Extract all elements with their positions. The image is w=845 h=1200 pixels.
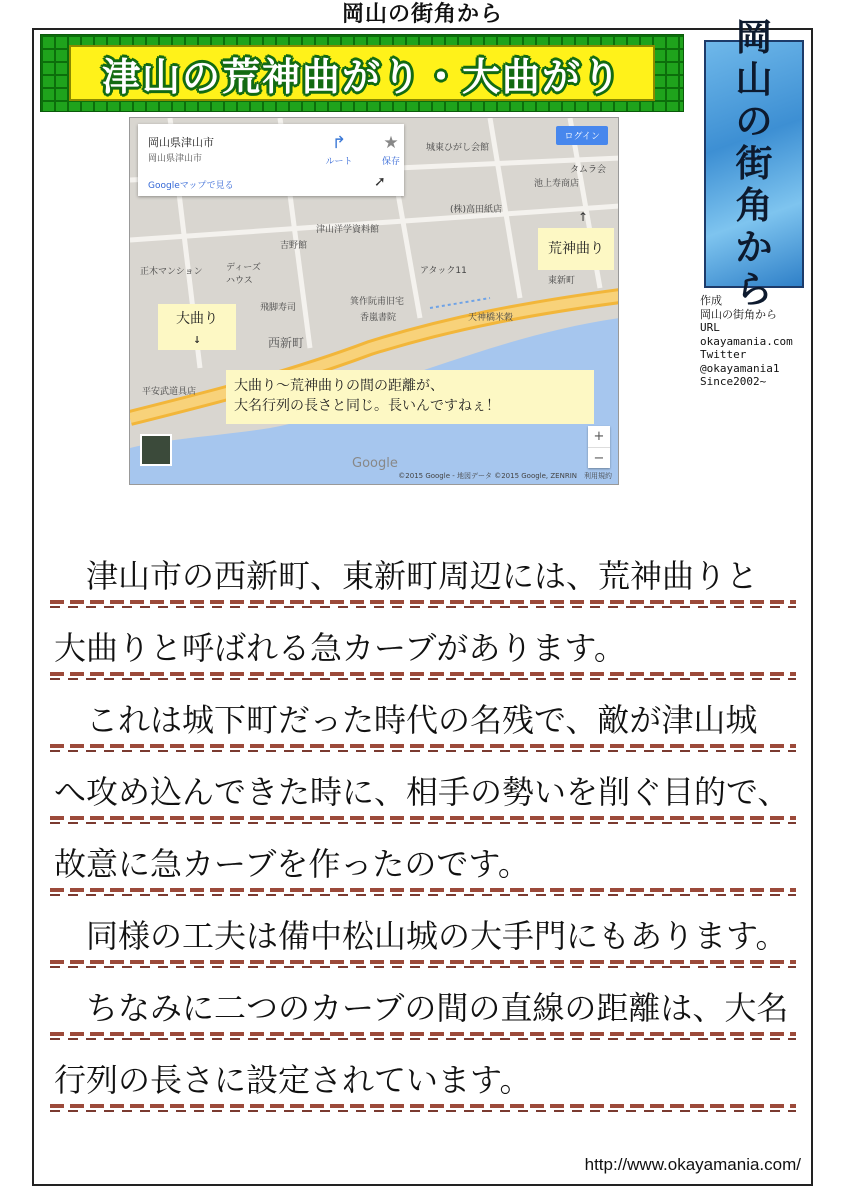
- note-distance: [226, 370, 594, 424]
- footer-url[interactable]: http://www.okayamania.com/: [584, 1155, 801, 1174]
- note-distance-line: 大名行列の長さと同じ。長いんですねぇ！: [234, 398, 500, 414]
- logo-char: 角: [735, 184, 773, 227]
- body-line: ちなみに二つのカーブの間の直線の距離は、大名: [54, 980, 814, 1052]
- logo-char: 岡: [735, 16, 773, 59]
- map-info-title: 岡山県津山市: [148, 136, 214, 149]
- body-line: 故意に急カーブを作ったのです。: [54, 836, 814, 908]
- map-place-label: 箕作阮甫旧宅: [350, 297, 405, 307]
- credits: [700, 294, 820, 389]
- title-banner-plate: [69, 45, 655, 101]
- map-place-label: 吉野館: [280, 241, 308, 251]
- map-copyright: ©2015 Google - 地図データ ©2015 Google, ZENRIN 利用規約: [398, 472, 612, 480]
- map-place-label: アタック11: [420, 266, 467, 276]
- note-oomagari: [158, 304, 236, 350]
- site-url[interactable]: okayamania.com: [700, 334, 793, 348]
- arrow-down-icon: ↓: [193, 332, 201, 347]
- site-title: 岡山の街角から: [341, 2, 503, 27]
- body-line: へ攻め込んできた時に、相手の勢いを削ぐ目的で、: [54, 764, 814, 836]
- map-info-subtitle: 岡山県津山市: [148, 154, 203, 164]
- map-district-label: 西新町: [268, 336, 305, 350]
- directions-icon: ↱: [331, 133, 347, 153]
- satellite-toggle[interactable]: [140, 434, 172, 466]
- twitter-handle[interactable]: @okayamania1: [700, 361, 780, 375]
- author-label: 作成: [700, 294, 722, 307]
- zoom-control: [588, 426, 610, 468]
- title-banner: [40, 34, 684, 112]
- save-button-label: 保存: [381, 157, 400, 167]
- logo-char: 街: [735, 142, 773, 185]
- zoom-out-button[interactable]: −: [593, 451, 605, 466]
- logo-char: の: [735, 100, 773, 143]
- map-place-label: 城東ひがし会館: [426, 143, 490, 153]
- route-button-label: ルート: [325, 157, 353, 167]
- map-place-label: タムラ会: [570, 165, 607, 175]
- map-place-label: 正木マンション: [140, 267, 203, 277]
- author: 岡山の街角から: [700, 307, 777, 321]
- map-place-label: 香嵐書院: [360, 313, 397, 323]
- note-kojin-magari-text: 荒神曲り: [548, 241, 604, 257]
- logo-char: か: [735, 226, 773, 269]
- logo-char: ら: [735, 268, 773, 311]
- url-label: URL: [700, 321, 720, 334]
- map-info-card: [138, 124, 404, 196]
- article-body: [54, 548, 814, 1124]
- route-button[interactable]: [318, 132, 360, 174]
- mouse-cursor-icon: ➚: [374, 174, 386, 190]
- note-kojin-magari: [538, 228, 614, 270]
- map-embed[interactable]: [129, 117, 619, 485]
- map-place-label: 飛脚寿司: [260, 303, 297, 313]
- logo-char: 山: [735, 58, 773, 101]
- login-button[interactable]: ログイン: [556, 126, 608, 145]
- map-place-label: ディーズハウス: [226, 263, 261, 286]
- map-place-label: 平安武道具店: [142, 387, 197, 397]
- body-line: 同様の工夫は備中松山城の大手門にもあります。: [54, 908, 814, 980]
- body-line: 津山市の西新町、東新町周辺には、荒神曲りと: [54, 548, 814, 620]
- body-line: これは城下町だった時代の名残で、敵が津山城: [54, 692, 814, 764]
- article-title: 津山の荒神曲がり・大曲がり: [101, 54, 622, 99]
- save-button[interactable]: [370, 132, 412, 174]
- note-oomagari-text: 大曲り: [176, 311, 218, 327]
- body-line: 大曲りと呼ばれる急カーブがあります。: [54, 620, 814, 692]
- site-header: [0, 0, 845, 30]
- twitter-label: Twitter: [700, 348, 747, 361]
- open-in-google-maps-link[interactable]: Googleマップで見る: [148, 181, 234, 191]
- map-waterway: [430, 298, 490, 308]
- body-line: 行列の長さに設定されています。: [54, 1052, 814, 1124]
- arrow-up-icon: ↑: [578, 210, 589, 224]
- since-label: Since2002~: [700, 375, 767, 388]
- map-place-label: 東新町: [548, 276, 576, 286]
- map-place-label: 池上寿商店: [534, 179, 580, 189]
- zoom-in-button[interactable]: +: [588, 426, 610, 448]
- map-place-label: 天神橋米穀: [468, 313, 514, 323]
- google-logo: Google: [352, 456, 398, 471]
- note-distance-line: 大曲り～荒神曲りの間の距離が、: [234, 378, 444, 394]
- star-icon: ★: [383, 133, 399, 153]
- map-place-label: (株)高田紙店: [450, 205, 503, 215]
- map-place-label: 津山洋学資料館: [316, 225, 380, 235]
